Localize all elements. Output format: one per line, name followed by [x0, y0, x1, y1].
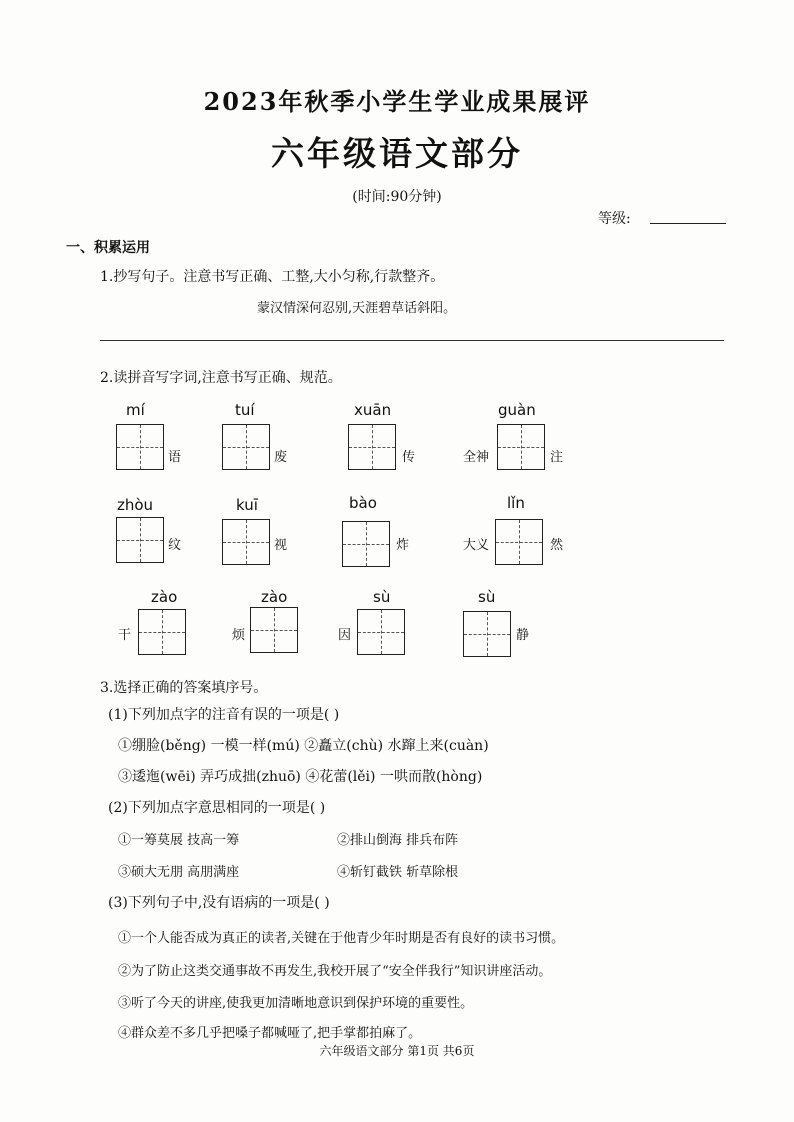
exam-duration: (时间:90分钟) — [352, 189, 442, 205]
sub-question-2: (2)下列加点字意思相同的一项是( ) — [108, 800, 326, 816]
pinyin-label: bào — [349, 494, 377, 512]
tianzige-box[interactable] — [250, 607, 298, 653]
question-1-prompt: 1.抄写句子。注意书写正确、工整,大小匀称,行款整齐。 — [100, 269, 445, 285]
sub-question-3: (3)下列句子中,没有语病的一项是( ) — [108, 895, 330, 911]
pinyin-label: lǐn — [507, 494, 525, 512]
pinyin-label: mí — [126, 401, 145, 419]
pinyin-label: xuān — [354, 401, 392, 419]
tianzige-box[interactable] — [342, 521, 390, 567]
tianzige-box[interactable] — [222, 519, 270, 565]
option-2[interactable]: ②排山倒海 排兵布阵 — [337, 833, 459, 848]
option-line[interactable]: ③逶迤(wēi) 弄巧成拙(zhuō) ④花蕾(lěi) 一哄而散(hòng) — [118, 769, 483, 785]
word-char: 全神 — [463, 450, 490, 465]
pinyin-label: sù — [478, 588, 496, 606]
option-3[interactable]: ③硕大无朋 高朋满座 — [118, 865, 240, 880]
tianzige-box[interactable] — [463, 611, 511, 657]
section-heading: 一、积累运用 — [66, 240, 150, 256]
pinyin-label: zào — [151, 588, 178, 606]
copy-sentence: 蒙汉情深何忍别,天涯碧草话斜阳。 — [257, 301, 457, 316]
pinyin-label: sù — [373, 588, 391, 606]
tianzige-box[interactable] — [138, 609, 186, 655]
option-2[interactable]: ②为了防止这类交通事故不再发生,我校开展了“安全伴我行”知识讲座活动。 — [118, 964, 552, 979]
question-2-prompt: 2.读拼音写字词,注意书写正确、规范。 — [100, 370, 342, 386]
word-char: 静 — [516, 628, 530, 643]
word-char: 注 — [550, 450, 564, 465]
sub-question-1: (1)下列加点字的注音有误的一项是( ) — [108, 707, 340, 723]
copy-answer-line[interactable] — [100, 340, 724, 341]
word-char: 然 — [550, 538, 564, 553]
option-4[interactable]: ④群众差不多几乎把嗓子都喊哑了,把手掌都拍麻了。 — [118, 1026, 422, 1041]
tianzige-box[interactable] — [222, 424, 270, 470]
word-char: 视 — [274, 538, 288, 553]
tianzige-box[interactable] — [116, 424, 164, 470]
option-1[interactable]: ①一筹莫展 技高一筹 — [118, 833, 240, 848]
option-3[interactable]: ③听了今天的讲座,使我更加清晰地意识到保护环境的重要性。 — [118, 996, 474, 1011]
word-char: 烦 — [232, 628, 246, 643]
exam-subtitle: 六年级语文部分 — [271, 134, 523, 173]
tianzige-box[interactable] — [348, 424, 396, 470]
pinyin-label: zào — [261, 588, 288, 606]
word-char: 因 — [338, 628, 352, 643]
word-char: 纹 — [168, 538, 182, 553]
word-char: 大义 — [463, 538, 490, 553]
pinyin-label: guàn — [498, 401, 536, 419]
word-char: 干 — [118, 628, 132, 643]
pinyin-label: tuí — [235, 401, 255, 419]
pinyin-label: kuī — [236, 496, 258, 514]
word-char: 炸 — [396, 538, 410, 553]
word-char: 语 — [168, 450, 182, 465]
grade-blank[interactable] — [650, 223, 726, 224]
option-4[interactable]: ④斩钉截铁 斩草除根 — [337, 865, 459, 880]
tianzige-box[interactable] — [495, 519, 543, 565]
tianzige-box[interactable] — [357, 609, 405, 655]
word-char: 传 — [402, 450, 416, 465]
grade-label: 等级: — [598, 211, 631, 227]
option-1[interactable]: ①一个人能否成为真正的读者,关键在于他青少年时期是否有良好的读书习惯。 — [118, 931, 565, 946]
exam-title: 2023年秋季小学生学业成果展评 — [203, 87, 591, 116]
option-line[interactable]: ①绷脸(běng) 一模一样(mú) ②矗立(chù) 水蹿上来(cuàn) — [118, 738, 489, 754]
pinyin-label: zhòu — [117, 496, 154, 514]
page-footer: 六年级语文部分 第1页 共6页 — [319, 1044, 475, 1058]
tianzige-box[interactable] — [497, 424, 545, 470]
word-char: 废 — [274, 450, 288, 465]
question-3-prompt: 3.选择正确的答案填序号。 — [100, 680, 268, 696]
tianzige-box[interactable] — [116, 517, 164, 563]
